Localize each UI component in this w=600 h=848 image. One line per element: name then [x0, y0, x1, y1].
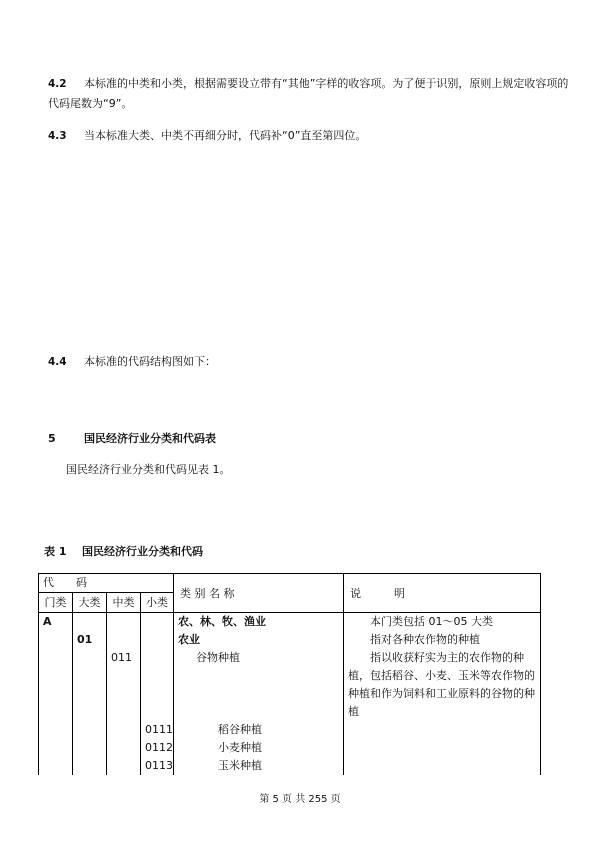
- section-number: 4.3: [48, 130, 67, 142]
- table-caption-title: 国民经济行业分类和代码: [82, 545, 203, 558]
- category-name: 小麦种植: [218, 741, 262, 754]
- desc-column: [344, 613, 541, 776]
- xiao-column: [141, 613, 174, 776]
- description-line: 植，包括稻谷、小麦、玉米等农作物的: [348, 669, 535, 682]
- code-header: 代 码: [39, 574, 174, 593]
- section-4-4: [48, 352, 216, 372]
- category-name: 农、林、牧、渔业: [178, 615, 266, 628]
- category-name: 农业: [178, 633, 200, 646]
- men-column: [39, 613, 73, 776]
- xiao-code: 0113: [145, 759, 173, 772]
- section-text-line2: 代码尾数为“9”。: [48, 97, 133, 110]
- description-line: 植: [348, 705, 359, 718]
- section-4-2: [48, 74, 568, 114]
- description-line: 指以收获籽实为主的农作物的种: [370, 651, 524, 664]
- xiao-code: 0111: [145, 723, 173, 736]
- name-header: 类 别 名 称: [174, 574, 344, 613]
- section-number: 5: [48, 432, 56, 445]
- zhong-column: [107, 613, 141, 776]
- table-caption-number: 表 1: [44, 545, 67, 558]
- category-name: 稻谷种植: [218, 723, 262, 736]
- zhong-code: 011: [111, 651, 132, 664]
- category-name: 谷物种植: [196, 651, 240, 664]
- men-code: A: [43, 615, 52, 628]
- name-column: [174, 613, 344, 776]
- section-number: 4.4: [48, 356, 67, 368]
- category-name: 玉米种植: [218, 759, 262, 772]
- desc-header: 说 明: [344, 574, 541, 613]
- men-header: 门类: [39, 593, 73, 613]
- da-column: [73, 613, 107, 776]
- section-number: 4.2: [48, 78, 67, 90]
- table-caption: [44, 543, 203, 559]
- section-4-3: [48, 126, 366, 146]
- section-5-heading: [48, 430, 216, 446]
- section-title: 国民经济行业分类和代码表: [84, 432, 216, 445]
- description-line: 种植和作为饲料和工业原料的谷物的种: [348, 687, 535, 700]
- section-5-body: 国民经济行业分类和代码见表 1。: [66, 463, 231, 476]
- section-text: 当本标准大类、中类不再细分时，代码补“0”直至第四位。: [84, 129, 367, 142]
- section-text-line1: 本标准的中类和小类，根据需要设立带有“其他”字样的收容项。为了便于识别，原则上规定收容项的: [84, 77, 569, 90]
- da-code: 01: [77, 633, 93, 646]
- description-line: 本门类包括 01～05 大类: [370, 615, 493, 628]
- section-text: 本标准的代码结构图如下：: [84, 355, 216, 368]
- da-header: 大类: [73, 593, 107, 613]
- zhong-header: 中类: [107, 593, 141, 613]
- xiao-code: 0112: [145, 741, 173, 754]
- page-footer: 第 5 页 共 255 页: [259, 794, 341, 805]
- industry-code-table: [38, 573, 541, 775]
- xiao-header: 小类: [141, 593, 174, 613]
- description-line: 指对各种农作物的种植: [370, 633, 480, 646]
